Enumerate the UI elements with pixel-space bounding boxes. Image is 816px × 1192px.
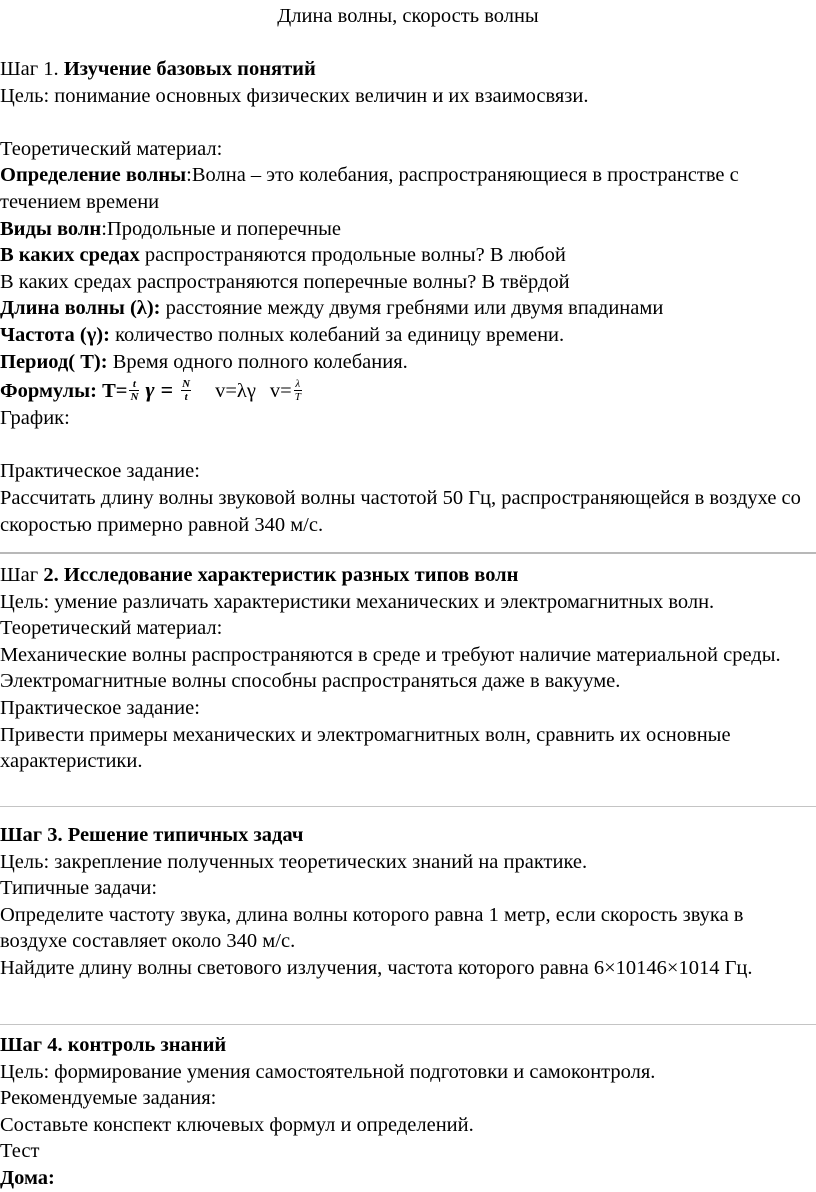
graph-label: График: (0, 407, 70, 430)
formula-period-fraction: $\frac{t}{N}$ (130, 377, 139, 403)
page-title: Длина волны, скорость волны (277, 5, 539, 27)
step-1-section (0, 56, 812, 538)
equals-sign: = (160, 377, 174, 403)
formula-speed-fraction: $\frac{\lambda}{T}$ (294, 377, 301, 403)
step-2-heading: Шаг 2. Исследование характеристик разных типов волн (0, 564, 519, 586)
formula-speed-label: v= (269, 380, 292, 403)
blank-line (0, 432, 812, 459)
step-4-goal: Цель: формирование умения самостоятельной подготовки и самоконтроля. (0, 1060, 656, 1083)
period-definition: Период( Т): Время одного полного колебания. (0, 350, 408, 373)
wavelength-definition: Длина волны (λ): расстояние между двумя гребнями или двумя впадинами (0, 297, 664, 320)
formulas-line (0, 375, 812, 405)
wave-definition: Определение волны:Волна – это колебания, распространяющиеся в пространстве с течением времени (0, 164, 739, 213)
longitudinal-media: В каких средах распространяются продольные волны? В любой (0, 244, 566, 267)
step-1-practice-text: Рассчитать длину волны звуковой волны частотой 50 Гц, распространяющейся в воздухе со скоростью примерно равной 340 м/с. (0, 486, 801, 536)
step-4-home: Дома: (0, 1166, 55, 1189)
step-1-goal: Цель: понимание основных физических величин и их взаимосвязи. (0, 84, 589, 107)
formula-speed-product: v=λγ (215, 380, 256, 403)
step-4-section (0, 1032, 812, 1192)
step-3-section (0, 822, 812, 982)
step-3-goal: Цель: закрепление полученных теоретических знаний на практике. (0, 850, 588, 873)
mechanical-waves-text: Механические волны распространяются в среде и требуют наличие материальной среды. (0, 643, 781, 666)
step-4-test: Тест (0, 1140, 40, 1163)
step-1-theory-label: Теоретический материал: (0, 137, 223, 160)
step-3-heading: Шаг 3. Решение типичных задач (0, 824, 304, 846)
formulas-label: Формулы: Т= (0, 380, 128, 403)
wave-types: Виды волн:Продольные и поперечные (0, 217, 341, 240)
section-divider (0, 806, 816, 807)
section-divider (0, 1024, 816, 1025)
formula-frequency-fraction: $\frac{N}{t}$ (182, 377, 191, 403)
step-3-tasks-label: Типичные задачи: (0, 877, 158, 900)
transverse-media: В каких средах распространяются поперечные волны? В твёрдой (0, 270, 570, 293)
step-2-theory-label: Теоретический материал: (0, 617, 223, 640)
blank-line (0, 109, 812, 136)
electromagnetic-waves-text: Электромагнитные волны способны распространяться даже в вакууме. (0, 670, 621, 693)
frequency-definition: Частота (γ): количество полных колебаний за единицу времени. (0, 323, 565, 346)
step-2-practice-label: Практическое задание: (0, 696, 200, 719)
step-2-section (0, 562, 812, 775)
step-4-heading: Шаг 4. контроль знаний (0, 1034, 227, 1056)
section-divider (0, 552, 816, 554)
step-2-goal: Цель: умение различать характеристики механических и электромагнитных волн. (0, 590, 715, 613)
step-4-recommended-label: Рекомендуемые задания: (0, 1087, 217, 1110)
step-4-task-1: Составьте конспект ключевых формул и определений. (0, 1113, 474, 1136)
step-1-practice-label: Практическое задание: (0, 460, 200, 483)
gamma-symbol: γ (145, 377, 155, 403)
step-2-practice-text: Привести примеры механических и электромагнитных волн, сравнить их основные характеристики. (0, 723, 731, 773)
step-3-task-2: Найдите длину волны светового излучения, частота которого равна 6×10146×1014 Гц. (0, 956, 753, 979)
step-1-heading: Шаг 1. Изучение базовых понятий (0, 58, 316, 80)
step-3-task-1: Определите частоту звука, длина волны которого равна 1 метр, если скорость звука в воздухе составляет около 340 м/с. (0, 903, 744, 953)
